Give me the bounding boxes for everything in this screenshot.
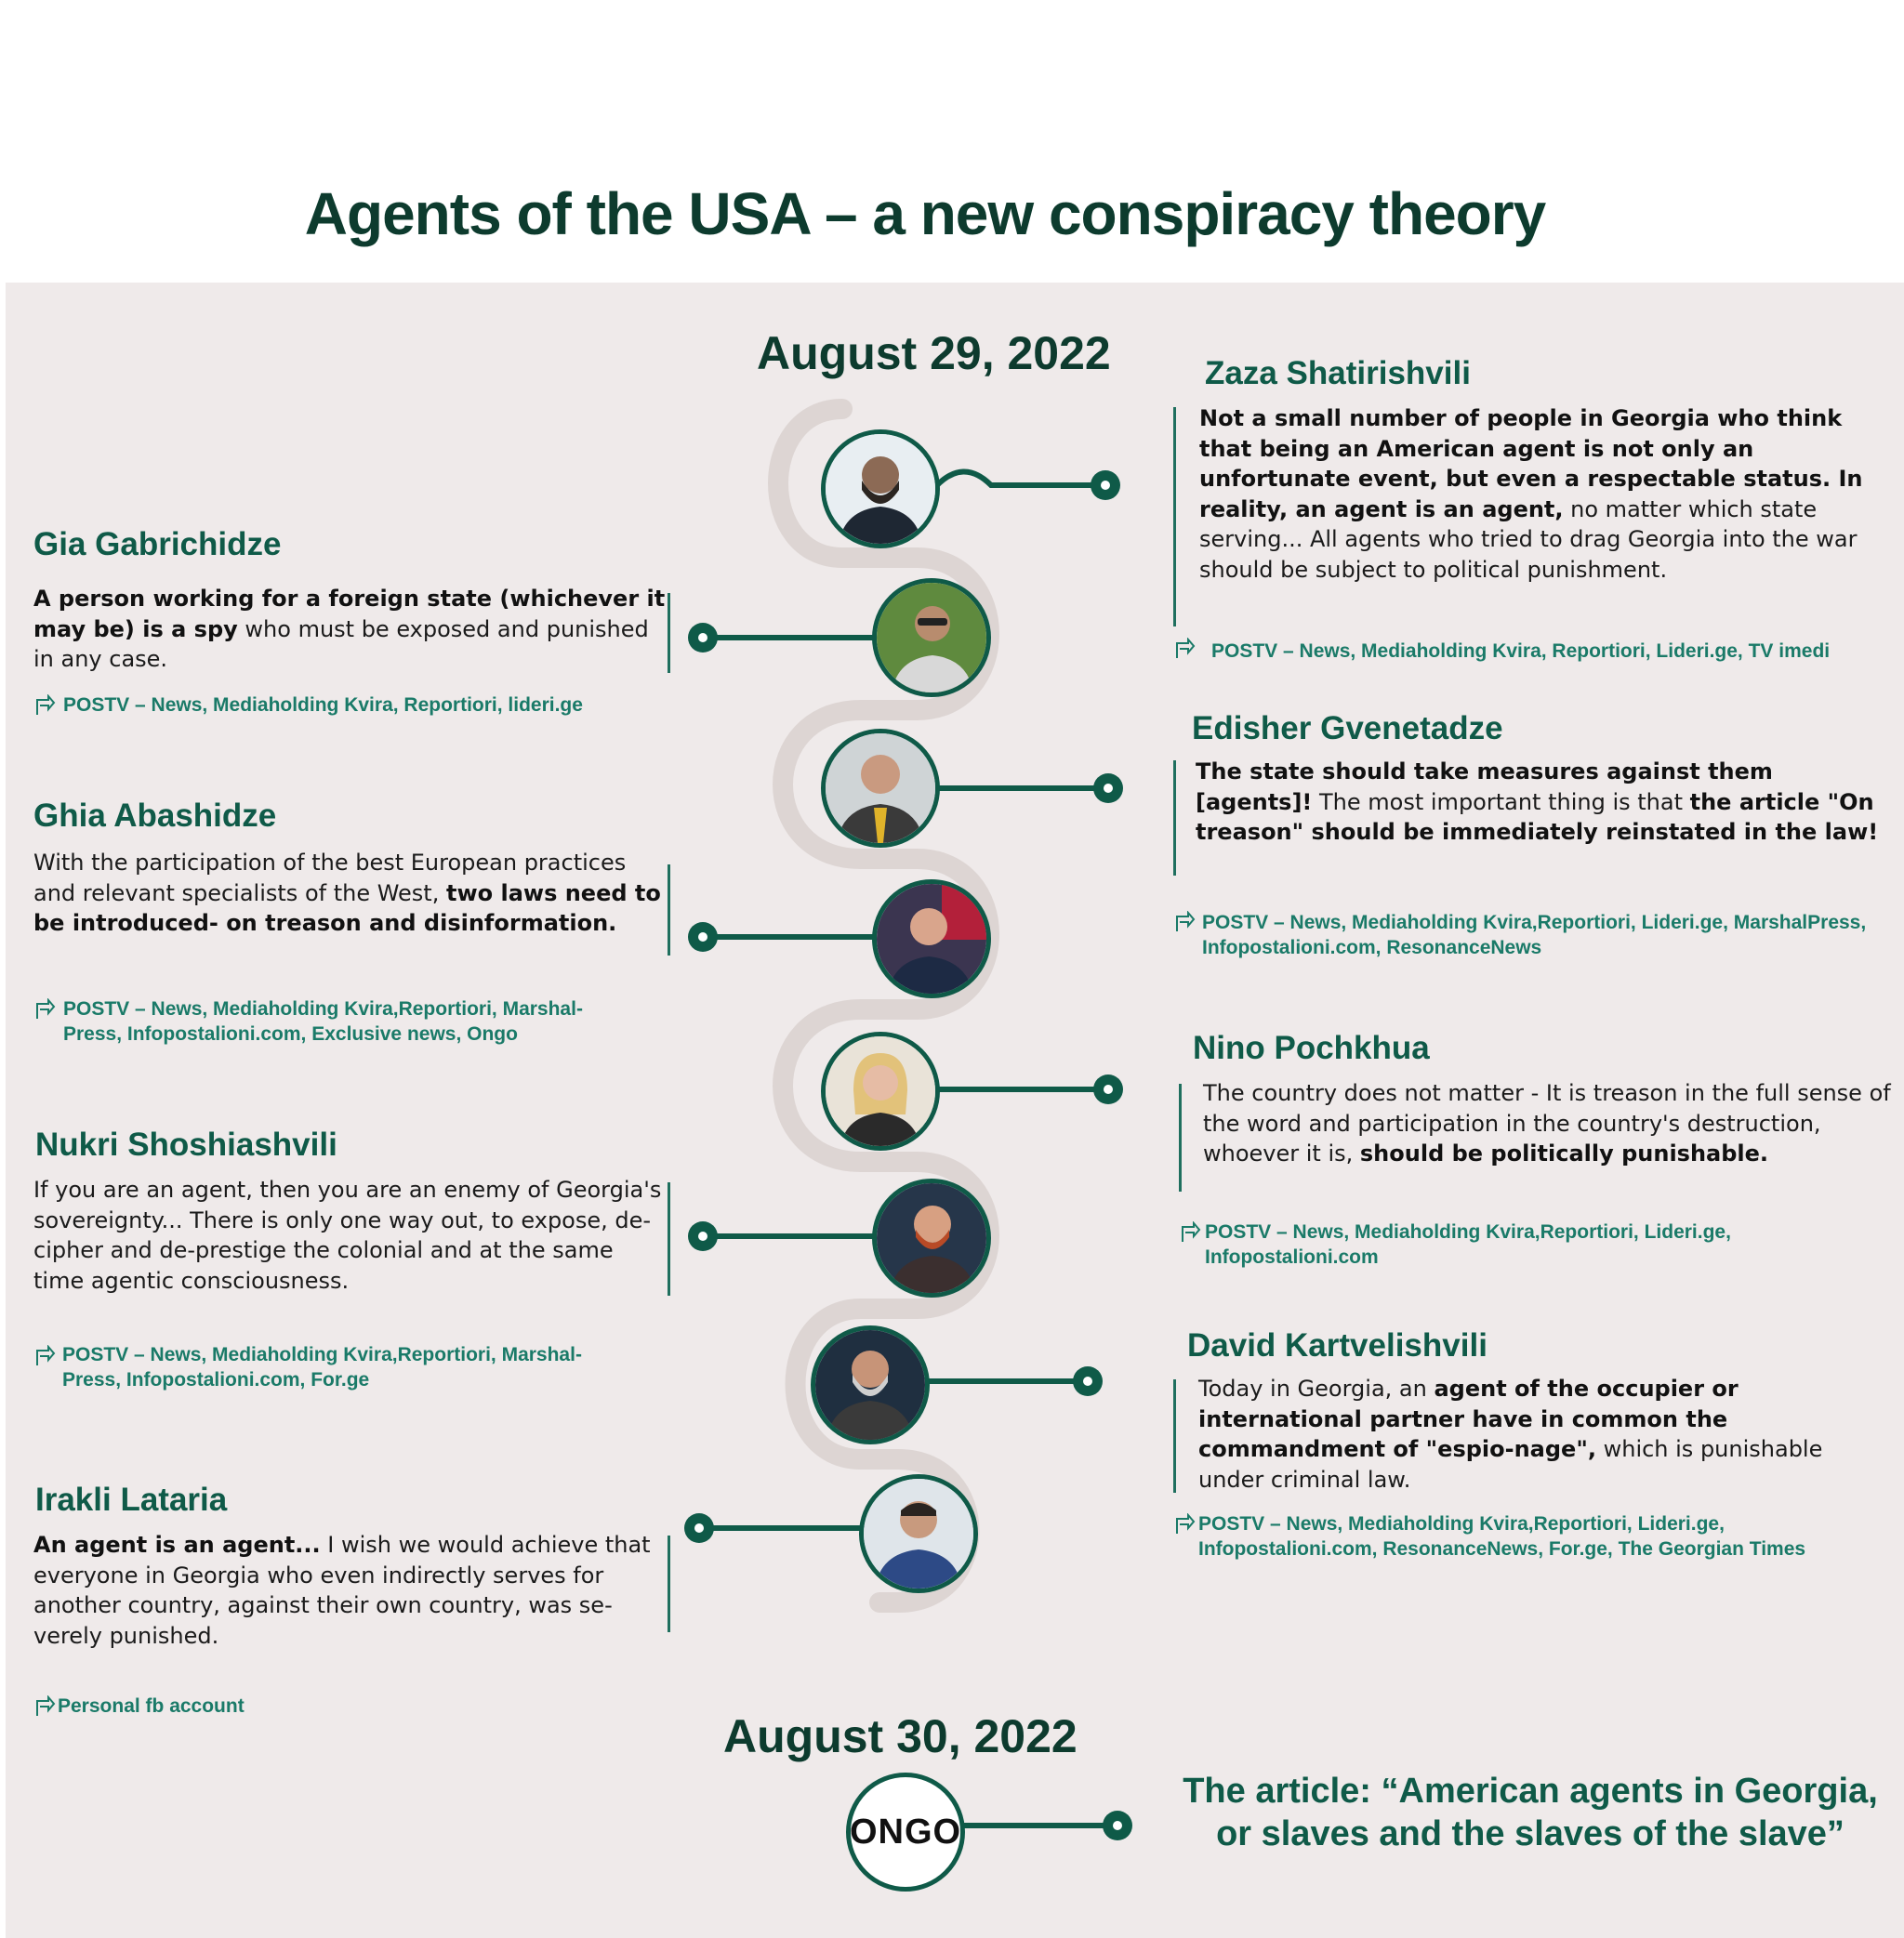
speaker-name: Edisher Gvenetadze — [1192, 710, 1503, 746]
source-icon — [33, 998, 56, 1021]
speaker-source: POSTV – News, Mediaholding Kvira,Reportiori, Marshal-Press, Infopostalioni.com, For.ge — [62, 1344, 582, 1391]
quote-segment: two laws need to be introduced- on treason and disinformation. — [33, 879, 661, 936]
quote-segment: should be politically punishable. — [1359, 1140, 1769, 1167]
speaker-source: POSTV – News, Mediaholding Kvira,Reportiori, Lideri.ge, Infopostalioni.com — [1205, 1221, 1731, 1268]
avatar-ghia-abashidze — [872, 879, 991, 998]
quote-segment: Not a small number of people in Georgia who think that being an American agent is not only an unfortunate event, but even a respectable status. In reality, an agent is an agent, — [1199, 405, 1863, 522]
speaker-name: Nukri Shoshiashvili — [35, 1127, 337, 1163]
speaker-quote — [1196, 757, 1893, 848]
speaker-source: POSTV – News, Mediaholding Kvira,Reportiori, Lideri.ge, Infopostalioni.com, ResonanceNews, For.ge, The Georgian Times — [1198, 1513, 1806, 1560]
quote-segment: who must be exposed and punished in any case. — [33, 615, 649, 672]
speaker-name: Gia Gabrichidze — [33, 526, 282, 562]
quote-segment: An agent is an agent... — [33, 1532, 321, 1558]
quote-segment: Today in Georgia, an — [1198, 1376, 1435, 1402]
source-icon — [1173, 638, 1196, 660]
page-title: Agents of the USA – a new conspiracy theory — [304, 180, 1546, 247]
connector-left-2 — [688, 623, 879, 653]
speaker-name: Nino Pochkhua — [1193, 1030, 1430, 1066]
quote-bar — [1179, 1084, 1182, 1192]
quote-segment: The country does not matter - It is treason in the full sense of the word and participation in the country's destruction, whoever it is, — [1203, 1080, 1891, 1167]
quote-segment: the article "On treason" should be immediately reinstated in the law! — [1196, 788, 1879, 845]
end-date: August 30, 2022 — [723, 1710, 1078, 1762]
quote-segment: The state should take measures against them [agents]! — [1196, 758, 1773, 815]
speaker-quote — [1203, 1078, 1891, 1169]
quote-bar — [668, 1536, 670, 1632]
ongo-logo — [846, 1773, 965, 1892]
connector-right-1 — [935, 470, 1120, 500]
speaker-name: Zaza Shatirishvili — [1205, 355, 1471, 391]
quote-bar — [668, 864, 670, 956]
speaker-quote — [33, 1530, 656, 1651]
speaker-source: Personal fb account — [58, 1695, 245, 1717]
avatar-irakli-lataria — [859, 1474, 978, 1593]
quote-bar — [668, 1182, 670, 1296]
source-icon — [1173, 1513, 1196, 1536]
start-date: August 29, 2022 — [757, 327, 1111, 379]
quote-segment: A person working for a foreign state (whichever it may be) is a spy — [33, 586, 666, 642]
connector-right-5 — [935, 1074, 1123, 1104]
connector-left-8 — [684, 1513, 870, 1543]
quote-bar — [1173, 760, 1176, 876]
speaker-name: Ghia Abashidze — [33, 798, 277, 834]
quote-bar — [668, 593, 670, 673]
avatar-nukri-shoshiashvili — [872, 1179, 991, 1298]
speaker-source: POSTV – News, Mediaholding Kvira, Reportiori, Lideri.ge, TV imedi — [1211, 640, 1831, 662]
avatar-zaza-shatirishvili — [821, 429, 940, 548]
quote-segment: no matter which state serving... All agents who tried to drag Georgia into the war should be subject to political punishment. — [1199, 495, 1858, 583]
quote-segment: If you are an agent, then you are an enemy of Georgia's sovereignty... There is only one way out, to expose, de-cipher and de-prestige the colonial and at the same time agentic consciousness. — [33, 1177, 662, 1294]
speaker-quote — [1198, 1374, 1886, 1495]
speaker-name: Irakli Lataria — [35, 1482, 228, 1518]
quote-bar — [1173, 407, 1176, 626]
source-icon — [1173, 911, 1196, 933]
connector-right-final — [954, 1811, 1132, 1840]
connector-left-6 — [688, 1221, 879, 1251]
avatar-edisher-gvenetadze — [821, 729, 940, 848]
quote-segment: I wish we would achieve that everyone in Georgia who even indirectly serves for another country, against their own country, was se-verely punished. — [33, 1532, 651, 1649]
quote-segment: agent of the occupier or international partner have in common the commandment of "espio-nage", — [1198, 1376, 1739, 1462]
ongo-logo-text: ONGO — [849, 1812, 962, 1852]
quote-segment: which is punishable under criminal law. — [1198, 1436, 1823, 1493]
source-icon — [33, 1345, 56, 1367]
connector-left-4 — [688, 922, 879, 952]
avatar-nino-pochkhua — [821, 1032, 940, 1151]
speaker-quote — [33, 584, 666, 675]
source-icon — [33, 1695, 56, 1718]
speaker-source: POSTV – News, Mediaholding Kvira,Reportiori, Marshal-Press, Infopostalioni.com, Exclusive news, Ongo — [63, 998, 583, 1045]
avatar-gia-gabrichidze — [872, 578, 991, 697]
speaker-source: POSTV – News, Mediaholding Kvira,Reportiori, Lideri.ge, MarshalPress, Infopostalioni.com, ResonanceNews — [1202, 912, 1867, 958]
timeline-panel — [6, 283, 1904, 1938]
article-title: The article: “American agents in Georgia, or slaves and the slaves of the slave” — [1183, 1772, 1878, 1853]
speaker-quote — [33, 1175, 666, 1296]
quote-segment: The most important thing is that — [1312, 788, 1690, 815]
speaker-quote — [1199, 403, 1878, 585]
quote-bar — [1173, 1379, 1176, 1493]
quote-segment: With the participation of the best European practices and relevant specialists of the West, — [33, 850, 627, 906]
source-icon — [1179, 1221, 1201, 1244]
connector-right-7 — [926, 1366, 1103, 1396]
speaker-quote — [33, 848, 666, 939]
avatar-david-kartvelishvili — [811, 1325, 930, 1444]
source-icon — [33, 694, 56, 717]
speaker-name: David Kartvelishvili — [1187, 1327, 1488, 1364]
speaker-source: POSTV – News, Mediaholding Kvira, Reportiori, lideri.ge — [63, 694, 583, 716]
connector-right-3 — [935, 773, 1123, 803]
